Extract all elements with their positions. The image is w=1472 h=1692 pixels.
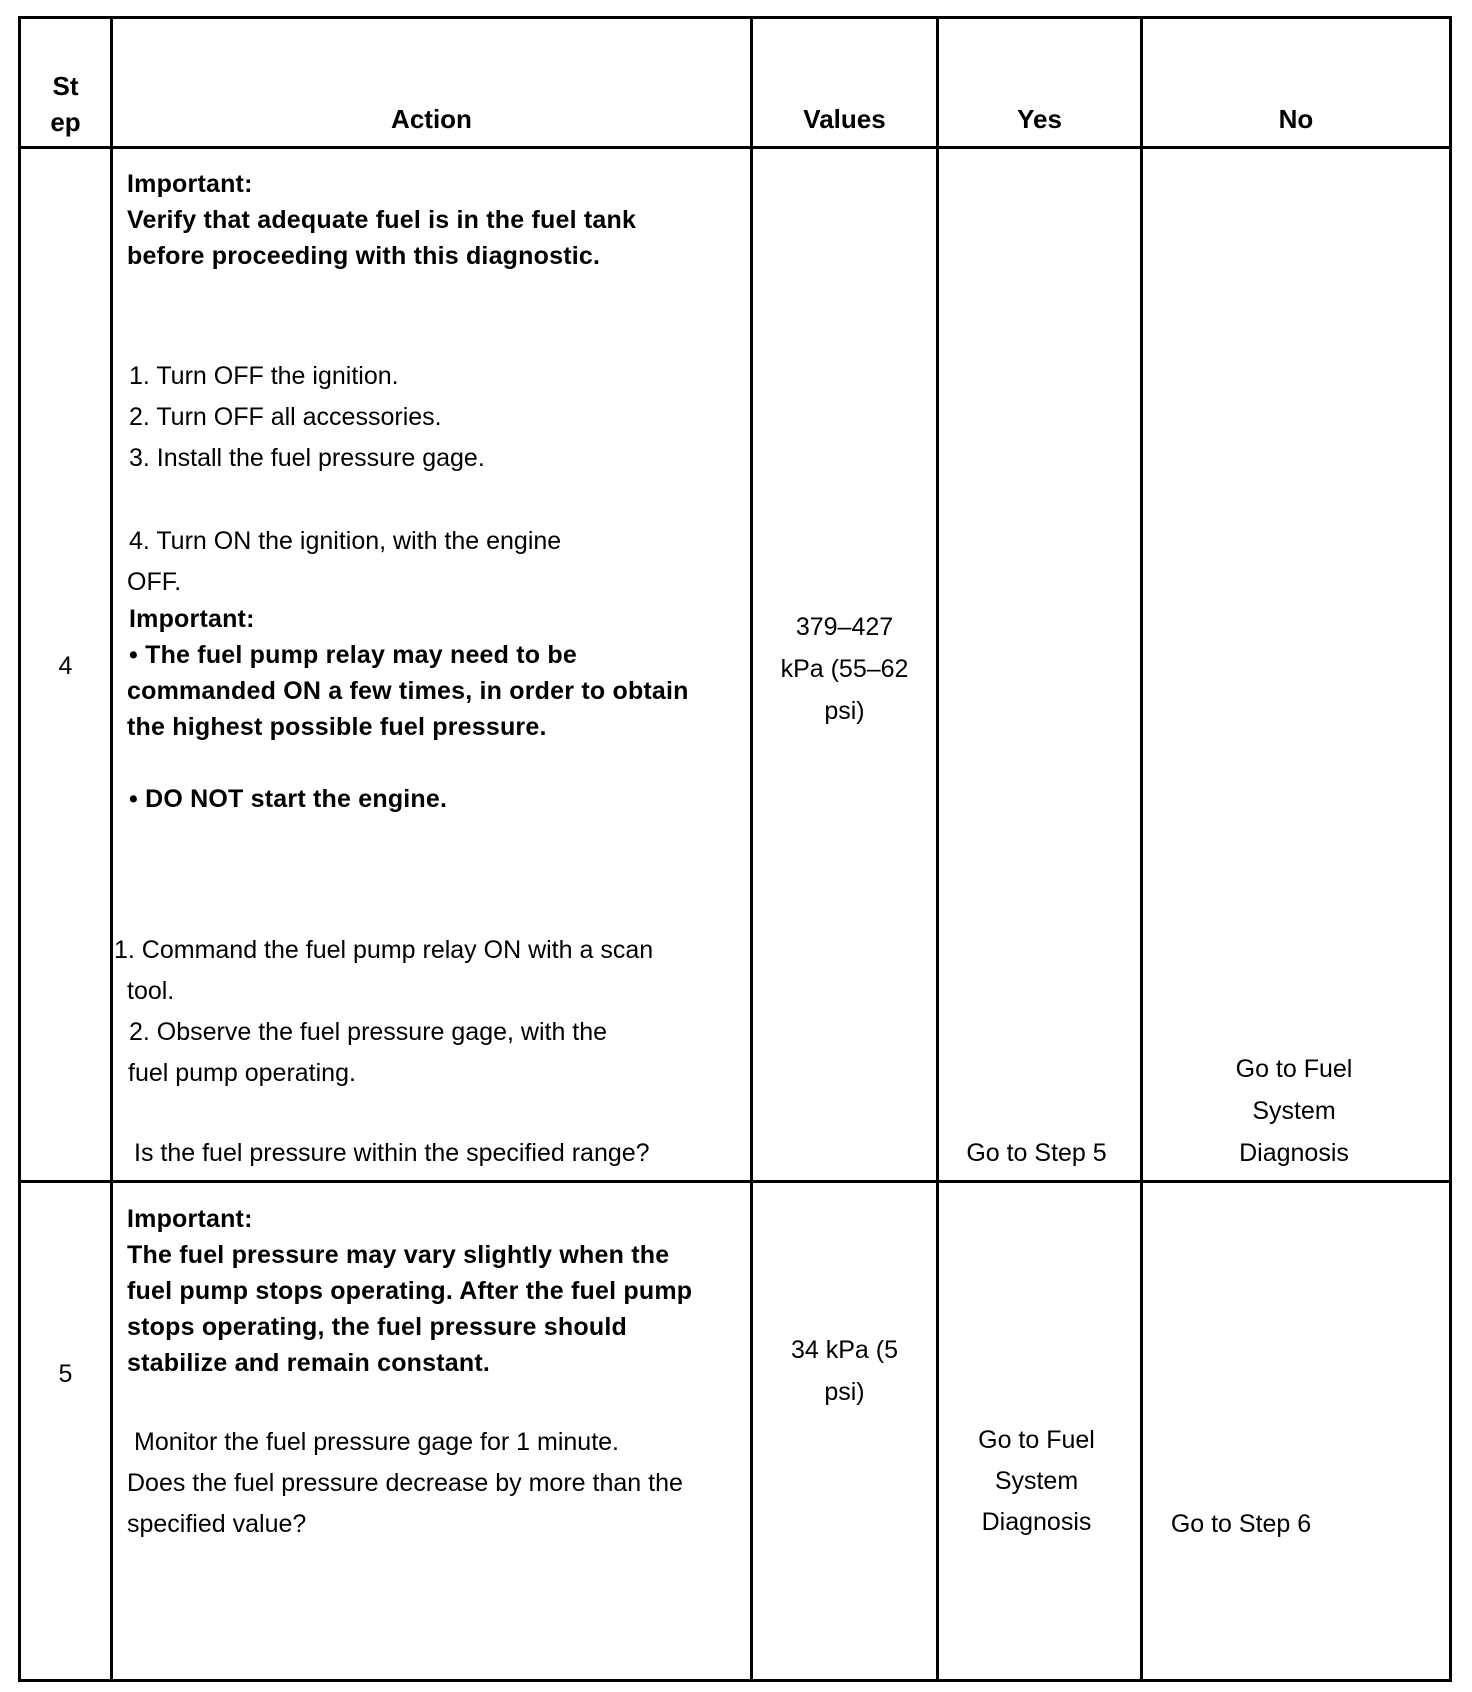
row4-important1-label: Important:	[127, 170, 253, 198]
row4-step-a3: 3. Install the fuel pressure gage.	[129, 444, 485, 472]
row4-question: Is the fuel pressure within the specified range?	[134, 1139, 650, 1167]
row4-no	[1143, 1048, 1445, 1174]
row5-step: 5	[58, 1360, 73, 1388]
row5-value-l1: 34 kPa (5	[790, 1336, 898, 1364]
table-border-bottom	[18, 1679, 1452, 1682]
row5-important-l3: stops operating, the fuel pressure should	[127, 1313, 627, 1341]
row4-step-b2-l1: 2. Observe the fuel pressure gage, with the	[129, 1018, 608, 1046]
row4-step4-l2: OFF.	[127, 568, 182, 596]
diagnostic-table	[18, 16, 1452, 1682]
row4-bullet1-l3: the highest possible fuel pressure.	[127, 713, 547, 741]
row4-value-l2: kPa (55–62	[780, 655, 909, 683]
row5-question-l1: Does the fuel pressure decrease by more than the	[127, 1469, 683, 1497]
row5-yes-l2: System	[994, 1467, 1079, 1495]
row4-step-a2: 2. Turn OFF all accessories.	[129, 403, 442, 431]
header-step-line2: ep	[50, 107, 81, 137]
row5-yes-l3: Diagnosis	[981, 1508, 1092, 1536]
row4-bullet1-l2: commanded ON a few times, in order to obtain	[127, 677, 689, 705]
header-no: No	[1278, 104, 1314, 134]
row4-bullet2: • DO NOT start the engine.	[129, 785, 448, 813]
row4-bullet1-l1: • The fuel pump relay may need to be	[129, 641, 577, 669]
row4-no-l2: System	[1252, 1097, 1336, 1125]
row4-step-b1-l2: tool.	[127, 977, 175, 1005]
header-values: Values	[803, 104, 886, 134]
row4-step-b1-l1: 1. Command the fuel pump relay ON with a scan	[114, 936, 654, 964]
col-divider-yes	[1140, 16, 1143, 1682]
table-border-top	[18, 16, 1452, 19]
row5-yes-l1: Go to Fuel	[978, 1426, 1095, 1454]
col-border-right	[1449, 16, 1452, 1682]
row4-yes: Go to Step 5	[966, 1139, 1107, 1167]
row4-no-l3: Diagnosis	[1239, 1139, 1349, 1167]
row5-important-l4: stabilize and remain constant.	[127, 1349, 491, 1377]
row4-important1-text-l1: Verify that adequate fuel is in the fuel tank	[127, 206, 637, 234]
row5-important-l1: The fuel pressure may vary slightly when the	[127, 1241, 670, 1269]
row4-important2-label: Important:	[129, 605, 255, 633]
row5-monitor: Monitor the fuel pressure gage for 1 minute.	[134, 1428, 619, 1456]
row4-value-l1: 379–427	[795, 613, 894, 641]
row4-important1-text-l2: before proceeding with this diagnostic.	[127, 242, 601, 270]
row5-value-l2: psi)	[824, 1378, 865, 1406]
row4-value-l3: psi)	[824, 697, 865, 725]
row4-no-l1: Go to Fuel	[1235, 1055, 1353, 1083]
header-step-line1: St	[52, 71, 79, 101]
row4-step: 4	[58, 652, 73, 680]
header-step	[21, 68, 110, 140]
col-divider-step	[110, 16, 113, 1682]
row5-no: Go to Step 6	[1170, 1510, 1312, 1538]
row4-value	[753, 606, 936, 732]
row4-step-a1: 1. Turn OFF the ignition.	[129, 362, 399, 390]
row4-step4-l1: 4. Turn ON the ignition, with the engine	[129, 527, 562, 555]
col-border-left	[18, 16, 21, 1682]
header-divider	[18, 146, 1452, 149]
row-divider	[18, 1180, 1452, 1183]
header-yes: Yes	[1017, 104, 1062, 134]
row5-important-label: Important:	[127, 1205, 253, 1233]
row5-important-l2: fuel pump stops operating. After the fuel pump	[127, 1277, 693, 1305]
col-divider-action	[750, 16, 753, 1682]
header-action: Action	[391, 104, 472, 134]
row5-value	[753, 1329, 936, 1413]
row4-step-b2-l2: fuel pump operating.	[128, 1059, 356, 1087]
row5-yes	[939, 1420, 1134, 1543]
row5-question-l2: specified value?	[127, 1510, 307, 1538]
